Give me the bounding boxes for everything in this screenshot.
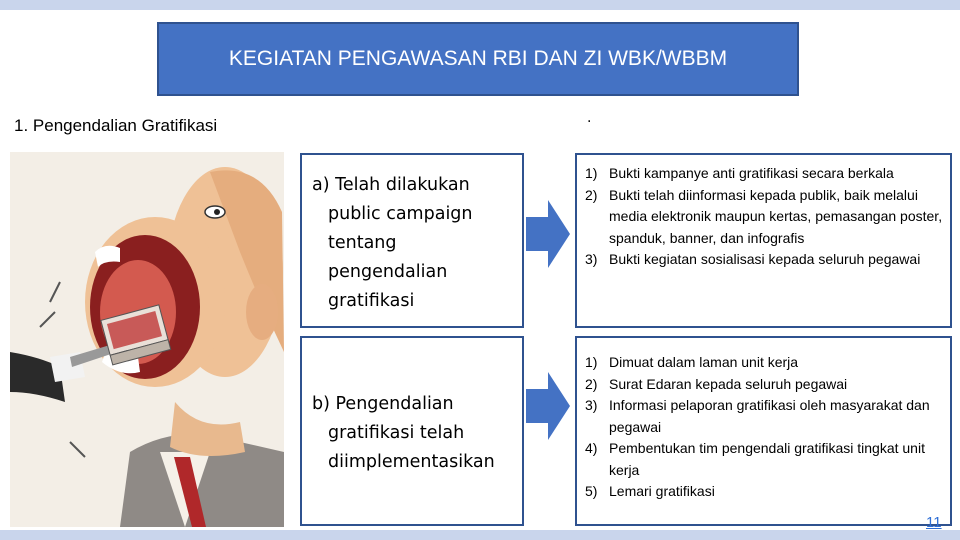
top-strip bbox=[0, 0, 960, 10]
list-item bbox=[585, 395, 944, 438]
page-number: 11 bbox=[926, 514, 942, 531]
list-item-number: 3) bbox=[585, 397, 598, 413]
evidence-list-b bbox=[585, 352, 944, 503]
list-item-number: 3) bbox=[585, 251, 598, 267]
list-item-text: Surat Edaran kepada seluruh pegawai bbox=[609, 375, 848, 392]
evidence-box-b bbox=[575, 336, 952, 526]
list-item bbox=[585, 438, 944, 481]
criteria-label-line: pengendalian bbox=[328, 262, 448, 282]
criteria-label-b bbox=[312, 390, 516, 477]
evidence-list-a bbox=[585, 163, 944, 271]
list-item-number: 4) bbox=[585, 440, 598, 456]
criteria-label-line: gratifikasi bbox=[328, 291, 415, 311]
criteria-label-line: a) Telah dilakukan bbox=[312, 175, 470, 195]
bottom-strip bbox=[0, 530, 960, 540]
right-arrow-icon bbox=[526, 200, 570, 268]
list-item-number: 1) bbox=[585, 354, 598, 370]
list-item bbox=[585, 185, 944, 250]
criteria-label-a bbox=[312, 171, 516, 316]
list-item-text: Bukti kegiatan sosialisasi kepada seluruh pegawai bbox=[609, 251, 921, 267]
list-item bbox=[585, 481, 944, 503]
list-item-text: Lemari gratifikasi bbox=[609, 483, 715, 499]
list-item-number: 2) bbox=[585, 375, 598, 392]
list-item-text: Bukti telah diinformasi kepada publik, baik melalui media elektronik maupun kertas, pemasangan poster, spanduk, banner, dan infografis bbox=[609, 186, 943, 246]
criteria-label-line: gratifikasi telah bbox=[328, 423, 465, 443]
list-item-text: Bukti kampanye anti gratifikasi secara berkala bbox=[609, 165, 894, 181]
list-item bbox=[585, 249, 944, 271]
criteria-label-line: tentang bbox=[328, 233, 397, 253]
evidence-box-a bbox=[575, 153, 952, 328]
list-item bbox=[585, 163, 944, 185]
criteria-label-line: b) Pengendalian bbox=[312, 394, 454, 414]
list-item-number: 1) bbox=[585, 165, 598, 181]
criteria-label-line: public campaign bbox=[328, 204, 473, 224]
right-arrow-icon bbox=[526, 372, 570, 440]
list-item-text: Pembentukan tim pengendali gratifikasi tingkat unit kerja bbox=[609, 440, 925, 478]
section-heading: 1. Pengendalian Gratifikasi bbox=[14, 116, 218, 135]
criteria-box-a bbox=[300, 153, 524, 328]
list-item bbox=[585, 352, 944, 374]
cartoon-bribe-illustration bbox=[10, 152, 284, 527]
list-item bbox=[585, 374, 944, 396]
list-item-number: 5) bbox=[585, 483, 598, 499]
list-item-text: Dimuat dalam laman unit kerja bbox=[609, 354, 799, 370]
slide-title-text: KEGIATAN PENGAWASAN RBI DAN ZI WBK/WBBM bbox=[228, 47, 728, 70]
criteria-box-b bbox=[300, 336, 524, 526]
slide-title bbox=[157, 22, 799, 96]
stray-dot: . bbox=[587, 110, 592, 126]
list-item-text: Informasi pelaporan gratifikasi oleh masyarakat dan pegawai bbox=[609, 397, 930, 435]
criteria-label-line: diimplementasikan bbox=[328, 452, 495, 472]
list-item-number: 2) bbox=[585, 186, 598, 203]
